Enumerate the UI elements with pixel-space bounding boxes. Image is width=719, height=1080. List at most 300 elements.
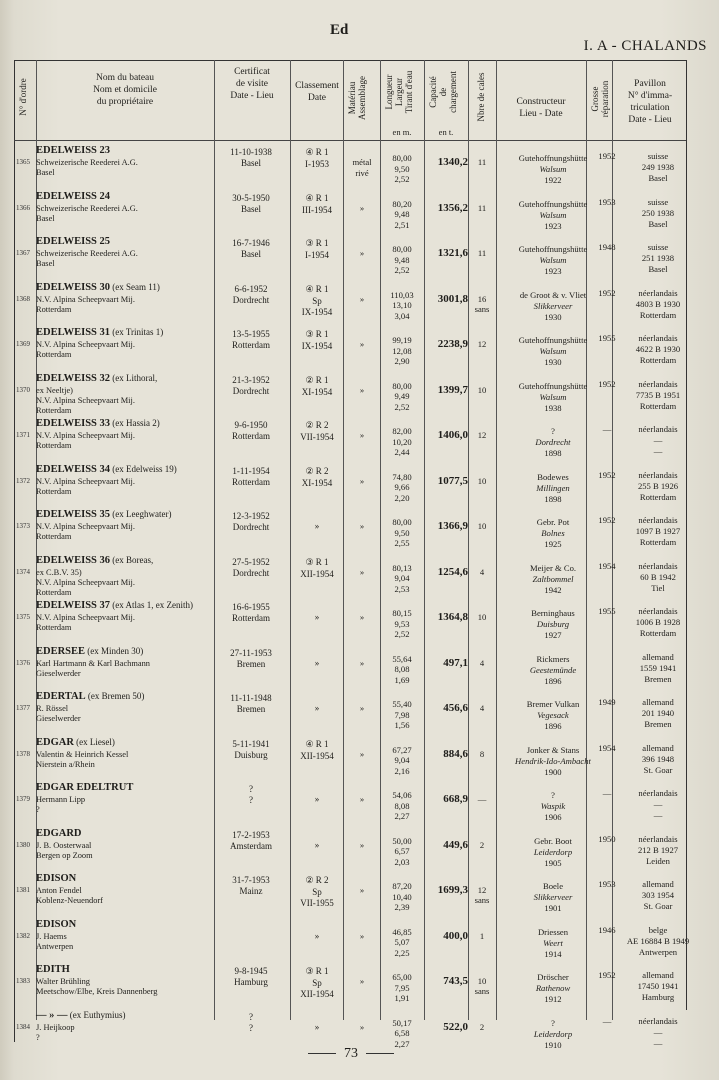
certificate-line: Rotterdam (232, 613, 270, 623)
builder-date: 1923 (544, 266, 562, 276)
holds-count: — (477, 794, 487, 804)
dimension-value: 80,00 (392, 153, 412, 163)
vessel-name-text: EDERTAL (36, 691, 86, 702)
flag-line: 250 1938 (641, 207, 675, 218)
vessel-name-text: EDELWEISS 24 (36, 190, 111, 202)
holds-count: 12 (477, 339, 487, 349)
builder-name: ? (551, 426, 555, 436)
vessel-name-text: EDELWEISS 23 (36, 145, 111, 156)
classification-mark: ④ R 1 (305, 283, 329, 294)
repair-year: 1955 (598, 333, 616, 343)
builder-place (498, 346, 608, 357)
flag-line: Bremen (644, 719, 672, 729)
capacity-value: 3001,8 (437, 292, 468, 305)
vessel-name (36, 145, 110, 156)
vessel-name (36, 464, 177, 475)
material-line: » (359, 794, 365, 804)
header-line: Date - Lieu (230, 91, 274, 101)
holds-count: 11 (477, 248, 487, 258)
flag-line: — (653, 1037, 663, 1048)
dimension-value: 65,00 (392, 972, 412, 982)
capacity-value: 1699,3 (437, 884, 468, 896)
capacity-value: 1399,7 (437, 383, 468, 396)
dimension-value: 50,00 (392, 835, 412, 846)
dimension-value: 82,00 (392, 426, 412, 436)
vessel-former-names: (ex Minden 30) (85, 645, 144, 656)
builder-place-text: Walsum (539, 164, 567, 174)
classification-line: » (314, 703, 320, 713)
capacity-value: 449,6 (443, 838, 468, 851)
certificate-line: 9-6-1950 (234, 420, 268, 430)
builder-place-text: Slikkerveer (533, 300, 573, 311)
dimension-value: 2,52 (394, 629, 410, 639)
builder-name: de Groot & v. Vliet (519, 289, 587, 300)
certificate-line: 5-11-1941 (232, 738, 270, 749)
col-cert-header (216, 66, 288, 102)
vessel-name (36, 509, 172, 520)
classification-line: VII-1954 (300, 432, 334, 442)
owner-line: Schweizerische Reederei A.G. (36, 158, 138, 167)
builder-place (498, 710, 608, 721)
builder-place (498, 892, 608, 903)
owner-line: J. B. Oosterwaal (36, 840, 92, 850)
flag-line: suisse (647, 151, 669, 161)
holds-count: 2 (479, 839, 485, 850)
vessel-name (36, 555, 153, 566)
classification-line: XII-1954 (300, 989, 334, 999)
vessel-name-text: EDELWEISS 35 (36, 509, 111, 520)
certificate-line: 1-11-1954 (232, 465, 270, 476)
classification-line: IX-1954 (301, 341, 333, 351)
repair-year: 1952 (598, 287, 616, 298)
builder-name: Driessen (537, 926, 569, 937)
builder-date: 1912 (544, 994, 562, 1004)
vessel-name-text: EDELWEISS 33 (36, 418, 111, 429)
vessel-name (36, 191, 110, 202)
builder-name: Meijer & Co. (529, 562, 577, 573)
owner-line: ? (36, 805, 40, 814)
repair-year: 1954 (598, 742, 616, 753)
vessel-name (36, 236, 110, 247)
builder-date: 1910 (544, 1039, 562, 1050)
owner-line: N.V. Alpina Scheepvaart Mij. (36, 294, 135, 304)
builder-place-text: Bolnes (541, 528, 565, 538)
material-line: » (359, 657, 365, 668)
certificate-line: Mainz (239, 886, 263, 896)
dimension-value: 46,85 (392, 926, 412, 937)
certificate-line: 27-11-1953 (230, 647, 272, 658)
row-number: 1366 (16, 203, 30, 212)
dimension-value: 2,53 (394, 583, 410, 594)
vessel-name (36, 282, 160, 293)
holds-count: 11 (477, 202, 487, 213)
owner-line: Gieselwerder (36, 714, 81, 723)
flag-line: néerlandais (638, 378, 678, 389)
builder-date: 1905 (544, 857, 562, 868)
repair-year: 1946 (598, 924, 616, 935)
header-line: Grosse (590, 86, 600, 112)
dimension-value: 2,20 (394, 492, 410, 503)
row-number: 1371 (16, 431, 30, 439)
material-line: » (359, 748, 365, 759)
owner-line: Valentin & Heinrich Kessel (36, 749, 129, 759)
builder-place (498, 437, 608, 448)
row-number: 1384 (16, 1022, 30, 1031)
holds-count: 11 (477, 157, 487, 167)
builder-name: Gutehoffnungshütte (518, 335, 588, 345)
dimension-value: 6,58 (394, 1028, 410, 1038)
certificate-line: ? (249, 784, 253, 794)
classification-line: I-1953 (305, 159, 329, 169)
row-number: 1374 (16, 567, 30, 576)
builder-place-text: Walsum (539, 255, 567, 265)
dimension-value: 1,56 (394, 720, 410, 730)
flag-line: néerlandais (638, 1015, 678, 1026)
flag-line: 249 1938 (641, 162, 675, 172)
flag-line: Rotterdam (639, 309, 677, 320)
dimension-value: 1,91 (394, 993, 410, 1003)
dimension-value: 110,03 (390, 289, 414, 300)
builder-place (498, 301, 608, 312)
flag-line: néerlandais (638, 560, 678, 571)
dimension-value: 2,90 (394, 356, 410, 366)
builder-name: Gutehoffnungshütte (518, 198, 588, 209)
flag-line: AE 16884 B 1949 (626, 935, 690, 946)
flag-line: Bremen (644, 673, 672, 684)
col-dims-unit: en m. (392, 127, 412, 137)
row-number: 1379 (16, 795, 30, 803)
dimension-value: 54,06 (392, 790, 412, 800)
flag-line: néerlandais (638, 788, 678, 798)
vessel-name-text: — » — (36, 1009, 68, 1021)
header-line: N° d'imma- (627, 91, 673, 101)
classification-line: » (314, 612, 320, 622)
dimension-value: 2,03 (394, 856, 410, 867)
builder-place-text: Slikkerveer (533, 892, 573, 902)
material-line: » (359, 885, 365, 895)
row-number: 1372 (16, 476, 30, 485)
flag-line: allemand (642, 742, 674, 753)
certificate-line: 31-7-1953 (232, 875, 270, 885)
classification-line: VII-1955 (300, 898, 334, 908)
header-line: Certificat (234, 67, 270, 77)
capacity-value: 1321,6 (437, 247, 468, 259)
flag-line: 17450 1941 (637, 981, 679, 991)
holds-count: 12 (477, 430, 487, 440)
repair-year: 1952 (598, 515, 616, 525)
certificate-line: Basel (241, 249, 261, 259)
owner-line: Hermann Lipp (36, 795, 86, 804)
flag-line: suisse (647, 242, 669, 252)
dimension-value: 80,15 (392, 608, 412, 618)
builder-place-text: Walsum (539, 209, 567, 220)
vessel-former-names: (ex Atlas 1, ex Zenith) (110, 600, 194, 610)
builder-place-text: Rathenow (535, 983, 571, 993)
builder-place (498, 847, 608, 858)
builder-place (498, 164, 608, 175)
dimension-value: 9,66 (394, 482, 410, 492)
header-line: Constructeur (516, 97, 566, 107)
certificate-line: 30-5-1950 (232, 192, 270, 203)
flag-line: — (653, 446, 663, 456)
flag-line: allemand (642, 651, 674, 662)
repair-year: 1952 (598, 151, 616, 161)
owner-line: ex C.B.V. 35) (36, 567, 82, 577)
flag-line: suisse (647, 196, 669, 207)
vessel-name (36, 691, 144, 702)
builder-place-text: Leiderdorp (533, 1028, 573, 1039)
classification-line: XII-1954 (300, 750, 334, 761)
holds-count: sans (474, 895, 490, 905)
flag-line: 303 1954 (641, 890, 675, 900)
classification-line: III-1954 (302, 204, 332, 215)
repair-year: 1948 (598, 242, 616, 252)
builder-name: Berninghaus (531, 608, 575, 618)
builder-date: 1901 (544, 903, 562, 913)
vessel-name (36, 373, 157, 384)
dimension-value: 9,48 (394, 254, 410, 265)
builder-place (498, 756, 608, 767)
classification-line: » (314, 930, 320, 941)
capacity-value: 522,0 (443, 1020, 468, 1033)
flag-line: 212 B 1927 (637, 844, 679, 855)
flag-line: néerlandais (638, 424, 678, 434)
builder-date: 1898 (544, 448, 562, 458)
material-line: » (359, 976, 365, 986)
certificate-line: 12-3-1952 (232, 511, 270, 521)
classification-line: XII-1954 (300, 568, 334, 579)
flag-line: Rotterdam (639, 537, 677, 547)
material-line: » (359, 430, 365, 440)
certificate-line: ? (249, 1022, 253, 1033)
material-line: » (359, 293, 365, 304)
dimension-value: 9,50 (394, 527, 410, 538)
material-line: » (359, 384, 365, 395)
certificate-line: Amsterdam (230, 840, 272, 851)
builder-date: 1938 (544, 402, 562, 413)
certificate-line: Dordrecht (232, 385, 270, 396)
certificate-line: 16-7-1946 (232, 238, 270, 248)
row-number: 1376 (16, 658, 30, 667)
dimension-value: 80,00 (392, 517, 412, 527)
dimension-value: 8,08 (394, 664, 410, 674)
classification-line: Sp (312, 978, 322, 988)
holds-count: 4 (479, 657, 485, 668)
flag-line: Rotterdam (639, 628, 677, 638)
flag-line: Leiden (646, 855, 670, 866)
builder-place-text: Walsum (539, 391, 567, 402)
owner-line: Basel (36, 259, 55, 268)
builder-place (498, 210, 608, 221)
builder-name: ? (551, 790, 555, 800)
certificate-line: Dordrecht (232, 567, 270, 578)
classification-mark: ④ R 1 (305, 192, 329, 203)
holds-count: 10 (477, 521, 487, 531)
vessel-name (36, 327, 163, 338)
dimension-value: 8,08 (394, 800, 410, 811)
classification-line: XI-1954 (301, 477, 333, 488)
owner-line: Rotterdam (36, 405, 72, 415)
builder-place (498, 801, 608, 812)
footer-dash (308, 1053, 336, 1054)
dimension-value: 80,20 (392, 198, 412, 209)
holds-count: 4 (479, 703, 485, 713)
builder-name: Jonker & Stans (526, 744, 580, 755)
flag-line: St. Goar (643, 764, 673, 775)
dimension-value: 9,04 (394, 573, 410, 583)
owner-line: N.V. Alpina Scheepvaart Mij. (36, 431, 135, 440)
row-number: 1382 (16, 931, 30, 940)
owner-line: Meetschow/Elbe, Kreis Dannenberg (36, 987, 158, 996)
capacity-value: 1406,0 (437, 429, 468, 441)
owner-line: Antwerpen (36, 941, 74, 951)
flag-line: 255 B 1926 (637, 480, 679, 491)
running-head: Ed (330, 22, 349, 38)
builder-place-text: Millingen (536, 482, 570, 493)
builder-name: Gebr. Boot (534, 835, 572, 846)
material-line: métal (352, 157, 372, 167)
dimension-value: 9,49 (394, 391, 410, 401)
dimension-value: 7,98 (394, 709, 410, 720)
flag-line: Antwerpen (638, 946, 678, 957)
owner-line: Rotterdam (36, 623, 72, 632)
builder-place-text: Vegesack (537, 710, 569, 720)
vessel-name-text: EDGAR (36, 736, 74, 748)
owner-line: Basel (36, 213, 55, 223)
section-title: I. A - CHALANDS (583, 38, 707, 54)
capacity-value: 1366,9 (437, 520, 468, 532)
owner-line: Karl Hartmann & Karl Bachmann (36, 658, 150, 668)
classification-line: Sp (312, 295, 322, 306)
builder-date: 1925 (544, 539, 562, 549)
vessel-former-names: (ex Bremen 50) (85, 691, 145, 701)
vessel-name (36, 919, 76, 930)
builder-date: 1896 (544, 721, 562, 731)
builder-place-text: Waspik (540, 801, 566, 811)
header-line: Pavillon (634, 79, 666, 89)
builder-name: Dröscher (537, 972, 569, 982)
classification-line: » (314, 839, 320, 850)
repair-year: 1952 (598, 378, 616, 389)
vessel-former-names: (ex Lithoral, (110, 372, 158, 383)
material-line: » (359, 521, 365, 531)
flag-line: néerlandais (638, 833, 678, 844)
builder-place-text: Weert (543, 937, 563, 948)
repair-year: 1952 (598, 469, 616, 480)
certificate-line: 21-3-1952 (232, 374, 270, 385)
repair-year: 1949 (598, 697, 616, 707)
builder-name: Gutehoffnungshütte (518, 153, 588, 163)
flag-line: 7735 B 1951 (635, 389, 681, 400)
vessel-name (36, 1010, 126, 1021)
flag-line: 60 B 1942 (640, 571, 676, 582)
vessel-name (36, 782, 133, 793)
builder-name: Gutehoffnungshütte (518, 380, 588, 391)
owner-line: Rotterdam (36, 350, 72, 359)
owner-line: Walter Brühling (36, 977, 90, 986)
flag-line: 4622 B 1930 (635, 344, 681, 354)
dimension-value: 55,64 (392, 653, 412, 664)
flag-line: néerlandais (638, 515, 678, 525)
builder-date: 1898 (544, 493, 562, 504)
col-capacite-unit: en t. (438, 127, 454, 137)
flag-line: 1097 B 1927 (635, 526, 681, 536)
builder-place-text: Duisburg (536, 619, 570, 629)
vessel-name-text: EDISON (36, 918, 77, 930)
vessel-name-text: EDITH (36, 964, 70, 975)
header-line: Matériau (347, 81, 357, 115)
flag-line: néerlandais (638, 469, 678, 480)
row-number: 1380 (16, 840, 30, 849)
owner-line: Rotterdam (36, 441, 72, 450)
capacity-value: 1254,6 (437, 565, 468, 578)
owner-line: Rotterdam (36, 532, 72, 541)
classification-mark: ② R 2 (305, 420, 329, 430)
flag-line: 396 1948 (641, 753, 675, 764)
builder-date: 1930 (544, 311, 562, 322)
builder-name: Gutehoffnungshütte (518, 244, 588, 254)
vessel-name (36, 828, 82, 839)
vessel-name (36, 600, 193, 611)
dimension-value: 50,17 (392, 1017, 412, 1028)
flag-line: allemand (642, 697, 674, 707)
classification-line: » (314, 521, 320, 531)
builder-place (498, 392, 608, 403)
holds-count: 2 (479, 1021, 485, 1032)
vessel-former-names: (ex Euthymius) (67, 1009, 126, 1020)
repair-year: 1955 (598, 606, 616, 616)
flag-line: 1006 B 1928 (635, 617, 681, 627)
header-line: chargement (448, 71, 458, 113)
builder-place-text: Hendrik-Ido-Ambacht (515, 755, 591, 766)
flag-line: Rotterdam (639, 400, 677, 411)
owner-line: N.V. Alpina Scheepvaart Mij. (36, 476, 135, 486)
col-cales-header: Nbre de cales (476, 72, 486, 122)
dimension-value: 2,27 (394, 1038, 410, 1049)
classification-mark: ④ R 1 (305, 147, 329, 157)
vessel-former-names: (ex Seam 11) (110, 281, 160, 292)
certificate-line: Duisburg (234, 749, 268, 760)
material-line: » (359, 248, 365, 258)
col-ordre-header: N° d'ordre (18, 78, 28, 116)
flag-line: 4803 B 1930 (635, 298, 681, 309)
flag-line: St. Goar (643, 901, 673, 911)
certificate-line: Basel (241, 158, 261, 168)
capacity-value: 884,6 (443, 747, 468, 760)
header-line: Date - Lieu (628, 115, 672, 125)
owner-line: N.V. Alpina Scheepvaart Mij. (36, 577, 135, 587)
col-dims-header (384, 62, 414, 122)
vessel-former-names: (ex Boreas, (110, 554, 154, 565)
header-line: Longueur (384, 74, 394, 110)
dimension-value: 2,16 (394, 765, 410, 776)
certificate-line: 17-2-1953 (232, 829, 270, 840)
flag-line: Hamburg (641, 992, 675, 1002)
dimension-value: 87,20 (392, 881, 412, 891)
holds-count: 1 (479, 930, 485, 941)
col-constructeur-header (498, 96, 584, 120)
flag-line: néerlandais (638, 333, 678, 343)
dimension-value: 74,80 (392, 471, 412, 482)
repair-year: 1952 (598, 970, 616, 980)
flag-line: — (653, 435, 663, 445)
builder-place-text: Dordrecht (535, 437, 571, 447)
certificate-line: 11-10-1938 (230, 147, 272, 157)
builder-date: 1922 (544, 175, 562, 185)
classification-line: I-1954 (305, 250, 329, 260)
col-name-header (40, 72, 210, 108)
dimension-value: 2,52 (394, 265, 410, 275)
